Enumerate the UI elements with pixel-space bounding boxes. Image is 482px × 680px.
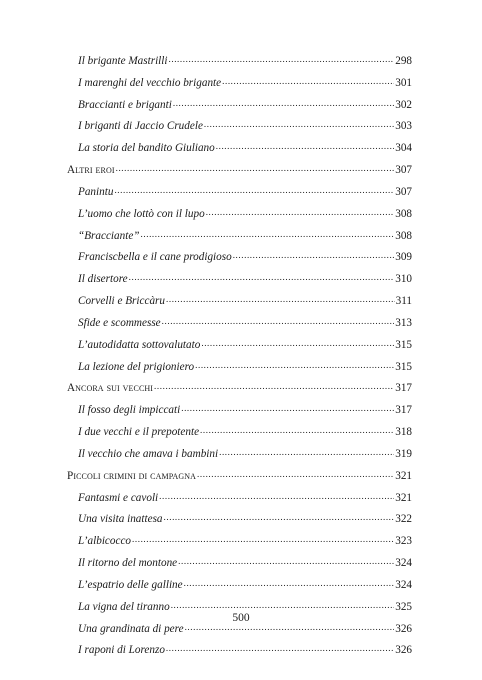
toc-entry-title: Il brigante Mastrilli (78, 55, 168, 67)
toc-entry (67, 51, 412, 73)
toc-entry (67, 509, 412, 531)
toc-entry-title: I marenghi del vecchio brigante (78, 76, 222, 89)
toc-entry-page: 322 (395, 513, 412, 526)
toc-entry (67, 357, 412, 379)
toc-entry (67, 291, 412, 313)
toc-entry-page: 302 (395, 98, 412, 111)
dot-leader (216, 136, 394, 158)
toc-entry-title: I raponi di Lorenzo (78, 644, 165, 657)
toc-section-entry (67, 466, 412, 488)
toc-section-entry (67, 160, 412, 182)
toc-entry-title: La lezione del prigioniero (78, 360, 195, 373)
toc-entry-page: 324 (395, 557, 412, 570)
toc-entry (67, 95, 412, 117)
dot-leader (222, 71, 394, 93)
toc-entry-page: 313 (395, 316, 412, 329)
toc-entry-title: Il ritorno del montone (78, 557, 178, 570)
toc-entry (67, 313, 412, 335)
toc-entry-title: Altri eroi (67, 164, 115, 177)
dot-leader (181, 398, 394, 420)
toc-entry-page: 323 (395, 535, 412, 548)
toc-entry (67, 138, 412, 160)
dot-leader (169, 49, 395, 71)
toc-entry-page: 307 (395, 164, 412, 177)
toc-entry (67, 247, 412, 269)
dot-leader (178, 551, 394, 573)
dot-leader (195, 355, 394, 377)
dot-leader (184, 573, 395, 595)
toc-entry-title: Una grandinata di pere (78, 622, 184, 635)
dot-leader (132, 529, 394, 551)
toc-entry-title: Il vecchio che amava i bambini (78, 447, 219, 460)
toc-entry-title: Il fosso degli impiccati (78, 404, 181, 417)
toc-entry (67, 269, 412, 291)
toc-entry-title: I briganti di Jaccio Crudele (78, 120, 203, 133)
toc-entry (67, 531, 412, 553)
toc-entry (67, 116, 412, 138)
toc-entry-title: La vigna del tiranno (78, 600, 170, 613)
dot-leader (173, 93, 394, 115)
toc-entry-title: Fantasmi e cavoli (78, 491, 159, 504)
toc-entry-title: L’espatrio delle galline (78, 578, 183, 591)
dot-leader (114, 180, 394, 202)
toc-entry (67, 553, 412, 575)
toc-entry-page: 304 (395, 142, 412, 155)
toc-entry-page: 298 (395, 55, 412, 67)
dot-leader (141, 224, 395, 246)
toc-entry-page: 303 (395, 120, 412, 133)
dot-leader (233, 245, 395, 267)
toc-entry (67, 488, 412, 510)
toc-entry-page: 310 (395, 273, 412, 286)
toc-entry-page: 318 (395, 426, 412, 439)
toc-section-entry (67, 378, 412, 400)
toc-entry (67, 575, 412, 597)
toc-entry-page: 319 (395, 447, 412, 460)
toc-entry-page: 309 (395, 251, 412, 264)
toc-entry (67, 226, 412, 248)
dot-leader (197, 464, 394, 486)
toc-entry-title: L’uomo che lottò con il lupo (78, 207, 205, 220)
toc-entry-page: 326 (395, 644, 412, 657)
dot-leader (154, 376, 394, 398)
toc-entry-title: Braccianti e briganti (78, 98, 172, 111)
toc-entry (67, 444, 412, 466)
toc-entry-title: Ancora sui vecchi (67, 382, 154, 395)
dot-leader (116, 158, 395, 180)
dot-leader (166, 289, 395, 311)
toc-entry-page: 317 (395, 404, 412, 417)
toc-entry (67, 640, 412, 662)
toc-entry-page: 301 (395, 76, 412, 89)
toc-entry-page: 311 (395, 295, 412, 308)
page-number: 500 (232, 612, 250, 624)
toc-entry-title: Piccoli crimini di campagna (67, 469, 197, 482)
toc-entry-page: 308 (395, 229, 412, 242)
toc-entry-page: 325 (395, 600, 412, 613)
dot-leader (159, 486, 394, 508)
table-of-contents (67, 51, 412, 662)
toc-entry-title: L’autodidatta sottovalutato (78, 338, 201, 351)
toc-entry-title: Sfide e scommesse (78, 316, 161, 329)
toc-entry-page: 326 (395, 622, 412, 635)
toc-entry-title: L’albicocco (78, 535, 132, 548)
toc-entry (67, 73, 412, 95)
dot-leader (206, 202, 395, 224)
dot-leader (219, 442, 394, 464)
toc-entry-title: Franciscbella e il cane prodigioso (78, 251, 232, 264)
toc-entry (67, 204, 412, 226)
toc-entry-page: 315 (395, 360, 412, 373)
toc-entry-page: 321 (395, 491, 412, 504)
dot-leader (162, 311, 395, 333)
toc-entry-title: La storia del bandito Giuliano (78, 142, 215, 155)
toc-entry (67, 335, 412, 357)
toc-entry (67, 400, 412, 422)
dot-leader (204, 114, 394, 136)
dot-leader (166, 638, 394, 660)
toc-entry-page: 308 (395, 207, 412, 220)
toc-entry-title: Una visita inattesa (78, 513, 163, 526)
toc-entry-page: 315 (395, 338, 412, 351)
dot-leader (200, 420, 394, 442)
dot-leader (201, 333, 394, 355)
toc-entry-title: “Bracciante” (78, 229, 140, 242)
toc-entry-title: Il disertore (78, 273, 128, 286)
toc-entry-page: 321 (395, 469, 412, 482)
toc-entry-title: Corvelli e Briccàru (78, 295, 165, 308)
toc-entry-title: I due vecchi e il prepotente (78, 426, 200, 439)
toc-entry-page: 307 (395, 185, 412, 198)
toc-entry-title: Panintu (78, 185, 114, 198)
toc-entry-page: 317 (395, 382, 412, 395)
dot-leader (164, 507, 395, 529)
toc-entry (67, 422, 412, 444)
toc-entry (67, 182, 412, 204)
toc-entry-page: 324 (395, 578, 412, 591)
dot-leader (129, 267, 395, 289)
